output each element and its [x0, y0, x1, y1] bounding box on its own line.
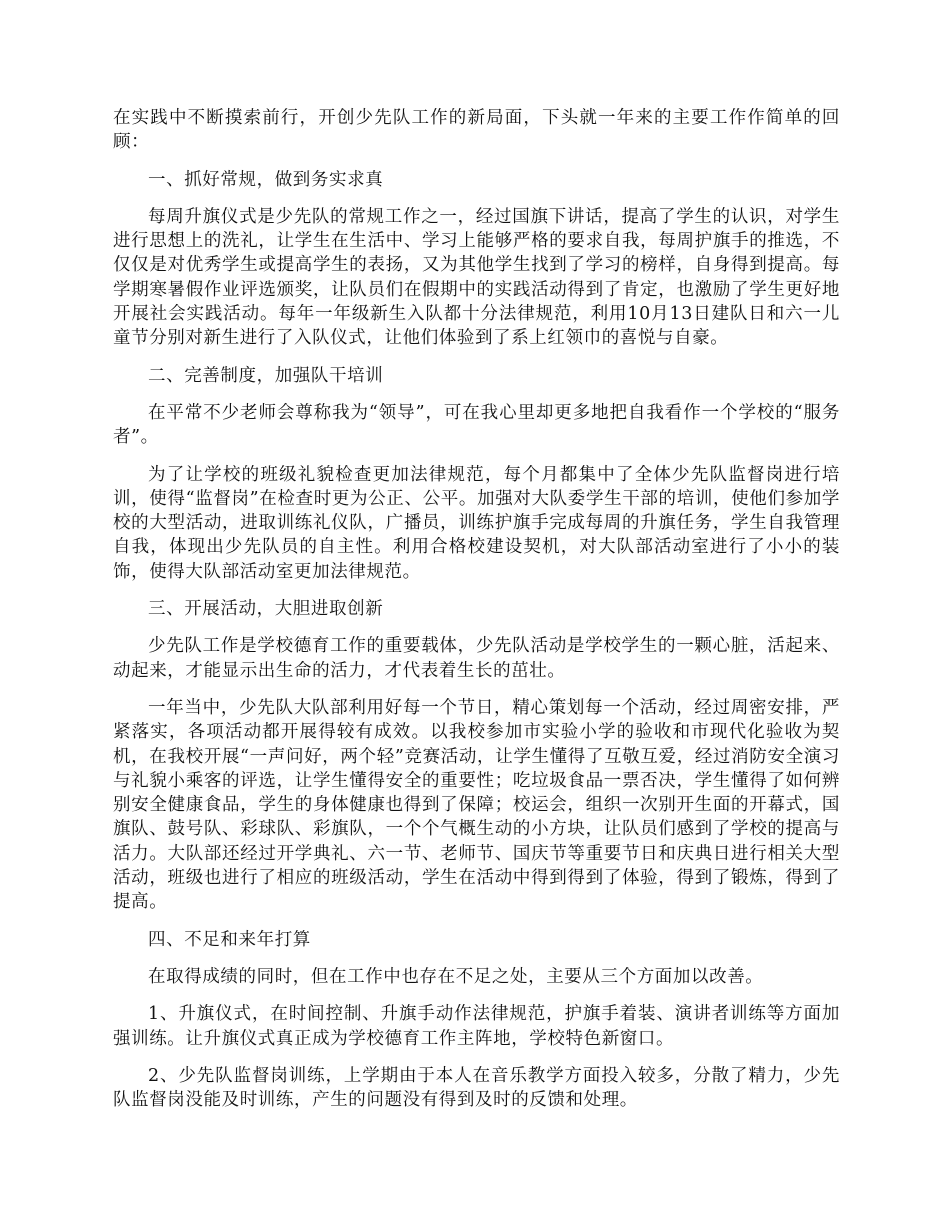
paragraph-intro: 在实践中不断摸索前行，开创少先队工作的新局面，下头就一年来的主要工作作简单的回顾：: [113, 108, 840, 153]
paragraph-activities: 一年当中，少先队大队部利用好每一个节日，精心策划每一个活动，经过周密安排，严紧落实，各项活动都开展得较有成效。以我校参加市实验小学的验收和市现代化验收为契机，在我校开展“一声问好，两个轻”竞赛活动，让学生懂得了互敬互爱，经过消防安全演习与礼貌小乘客的评选，让学生懂得安全的重要性；吃垃圾食品一票否决，学生懂得了如何辨别安全健康食品，学生的身体健康也得到了保障；校运会，组织一次别开生面的开幕式，国旗队、鼓号队、彩球队、彩旗队，一个个气概生动的小方块，让队员们感到了学校的提高与活力。大队部还经过开学典礼、六一节、老师节、国庆节等重要节日和庆典日进行相关大型活动，班级也进行了相应的班级活动，学生在活动中得到得到了体验，得到了锻炼，得到了提高。: [113, 697, 840, 913]
section-heading-2: 二、完善制度，加强队干培训: [148, 365, 384, 386]
section-heading-4: 四、不足和来年打算: [148, 929, 311, 950]
paragraph-pioneer-work: 少先队工作是学校德育工作的重要载体，少先队活动是学校学生的一颗心脏，活起来、动起来，才能显示出生命的活力，才代表着生长的茁壮。: [113, 636, 840, 681]
document-page: [113, 106, 840, 1125]
paragraph-service: 在平常不少老师会尊称我为“领导”，可在我心里却更多地把自我看作一个学校的“服务者”。: [113, 402, 840, 448]
paragraph-flag-ceremony: 每周升旗仪式是少先队的常规工作之一，经过国旗下讲话，提高了学生的认识，对学生进行思想上的洗礼，让学生在生活中、学习上能够严格的要求自我，每周护旗手的推选，不仅仅是对优秀学生或提高学生的表扬，又为其他学生找到了学习的榜样，自身得到提高。每学期寒暑假作业评选颁奖，让队员们在假期中的实践活动得到了肯定，也激励了学生更好地开展社会实践活动。每年一年级新生入队都十分法律规范，利用10月13日建队日和六一儿童节分别对新生进行了入队仪式，让他们体验到了系上红领巾的喜悦与自豪。: [113, 206, 840, 349]
section-heading-1: 一、抓好常规，做到务实求真: [148, 169, 384, 190]
paragraph-shortcomings: 在取得成绩的同时，但在工作中也存在不足之处，主要从三个方面加以改善。: [148, 966, 764, 987]
paragraph-improvement-1: 1、升旗仪式，在时间控制、升旗手动作法律规范，护旗手着装、演讲者训练等方面加强训练。让升旗仪式真正成为学校德育工作主阵地，学校特色新窗口。: [113, 1004, 840, 1049]
paragraph-improvement-2: 2、少先队监督岗训练，上学期由于本人在音乐教学方面投入较多，分散了精力，少先队监督岗没能及时训练，产生的问题没有得到及时的反馈和处理。: [113, 1065, 840, 1111]
section-heading-3: 三、开展活动，大胆进取创新: [148, 599, 384, 620]
paragraph-supervision-training: 为了让学校的班级礼貌检查更加法律规范，每个月都集中了全体少先队监督岗进行培训，使得“监督岗”在检查时更为公正、公平。加强对大队委学生干部的培训，使他们参加学校的大型活动，进取训练礼仪队，广播员，训练护旗手完成每周的升旗任务，学生自我管理自我，体现出少先队员的自主性。利用合格校建设契机，对大队部活动室进行了小小的装饰，使得大队部活动室更加法律规范。: [113, 464, 840, 582]
